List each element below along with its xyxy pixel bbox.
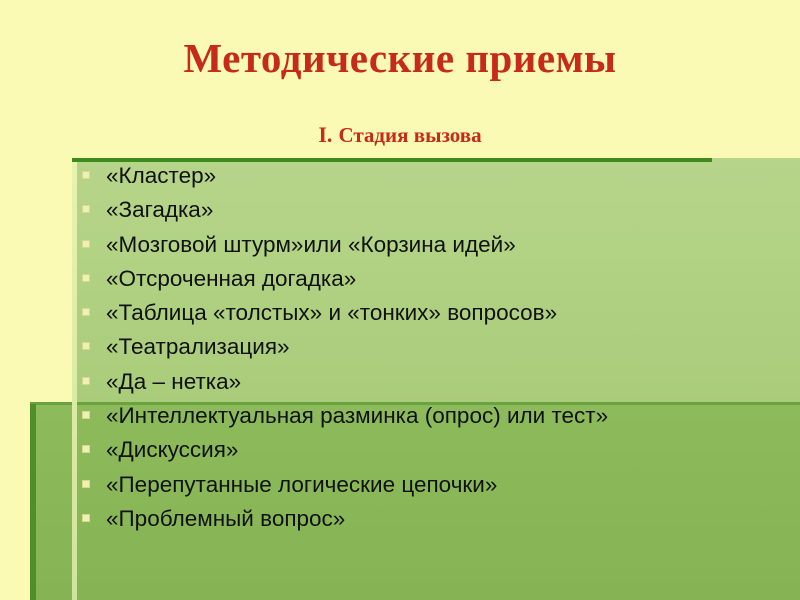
- lower-block-left-edge: [30, 404, 36, 600]
- list-item: «Проблемный вопрос»: [82, 504, 722, 534]
- list-item: «Загадка»: [82, 195, 722, 225]
- list-item: «Перепутанные логические цепочки»: [82, 470, 722, 500]
- square-bullet-icon: [82, 411, 90, 419]
- upper-block-left-edge: [72, 158, 77, 600]
- square-bullet-icon: [82, 240, 90, 248]
- stage-subtitle: [0, 122, 800, 148]
- square-bullet-icon: [82, 377, 90, 385]
- stage-number: I.: [318, 122, 333, 147]
- list-item: «Дискуссия»: [82, 435, 722, 465]
- list-item: «Театрализация»: [82, 332, 722, 362]
- list-item: «Да – нетка»: [82, 367, 722, 397]
- square-bullet-icon: [82, 171, 90, 179]
- square-bullet-icon: [82, 445, 90, 453]
- square-bullet-icon: [82, 480, 90, 488]
- square-bullet-icon: [82, 514, 90, 522]
- technique-list: [82, 161, 722, 538]
- list-item: «Таблица «толстых» и «тонких» вопросов»: [82, 298, 722, 328]
- list-item: «Кластер»: [82, 161, 722, 191]
- list-item: «Интеллектуальная разминка (опрос) или тест»: [82, 401, 722, 431]
- square-bullet-icon: [82, 205, 90, 213]
- stage-name: Стадия вызова: [338, 123, 482, 147]
- square-bullet-icon: [82, 274, 90, 282]
- list-item: «Отсроченная догадка»: [82, 264, 722, 294]
- square-bullet-icon: [82, 342, 90, 350]
- list-item: «Мозговой штурм»или «Корзина идей»: [82, 230, 722, 260]
- slide-title: Методические приемы: [183, 35, 617, 81]
- square-bullet-icon: [82, 308, 90, 316]
